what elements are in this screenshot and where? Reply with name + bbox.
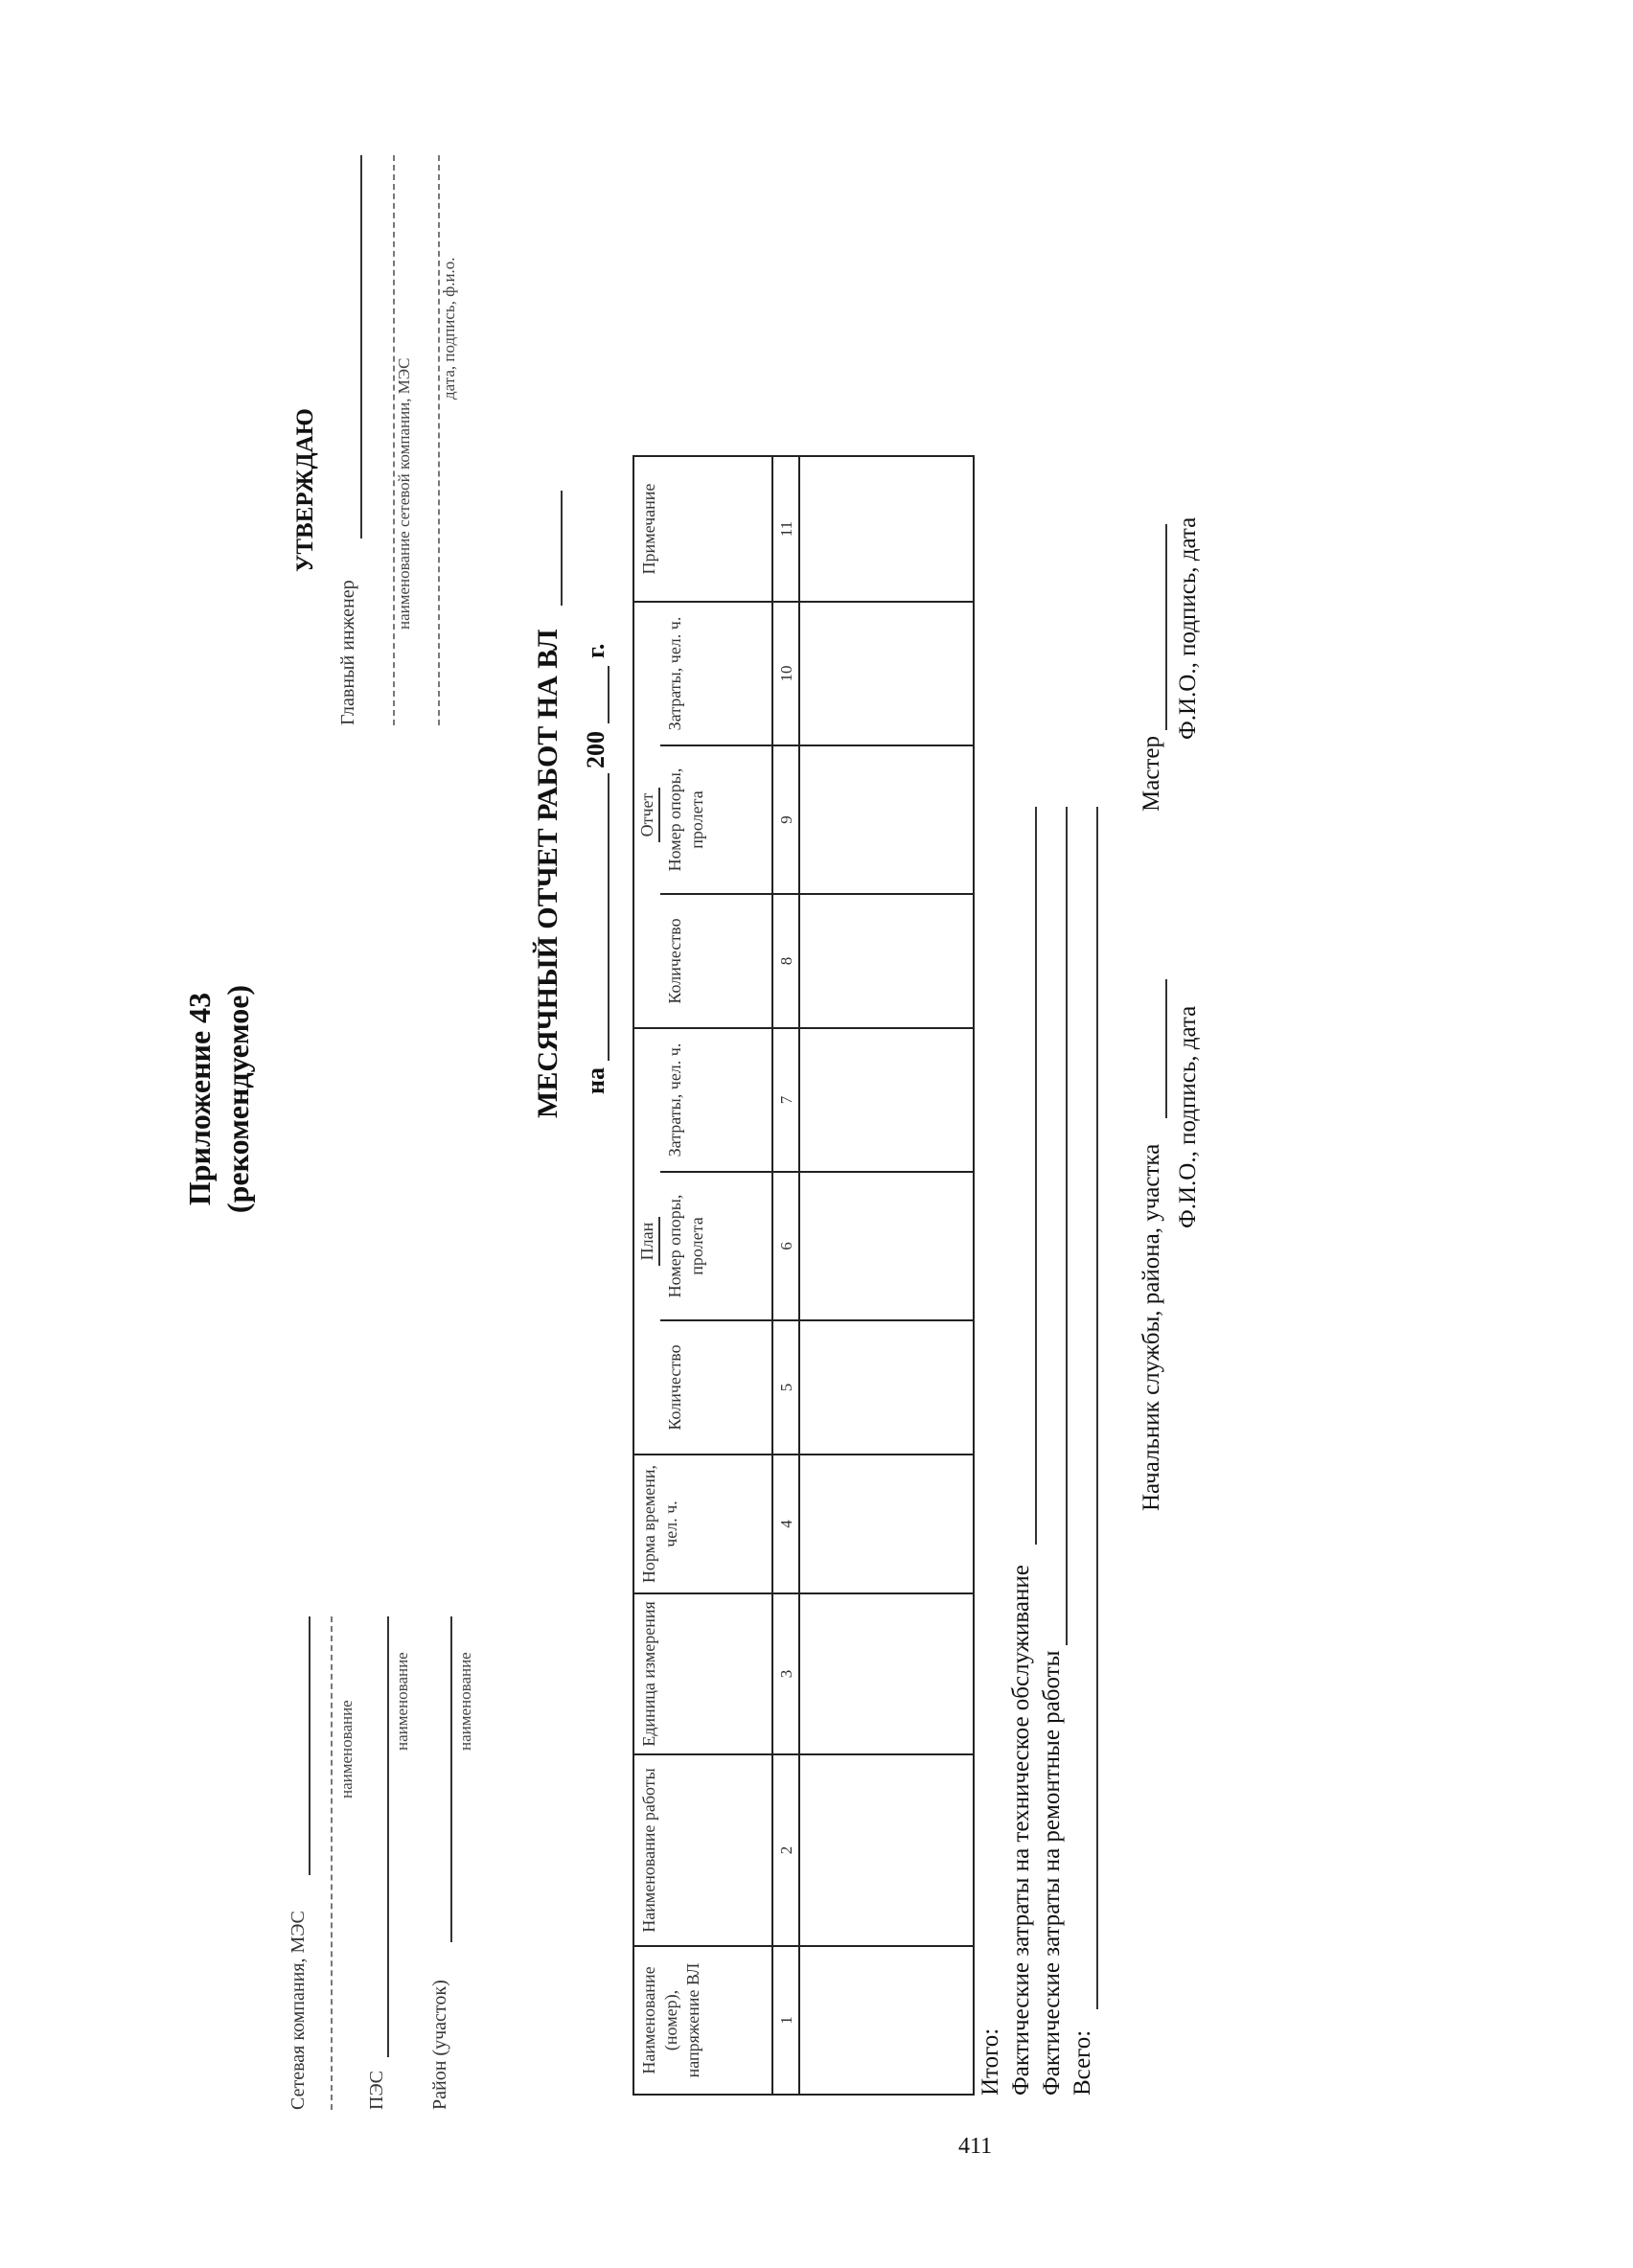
col-header-10: Затраты, чел. ч. [660, 602, 772, 745]
grand-total-label: Всего: [1070, 2029, 1095, 2096]
head-signature-caption: Ф.И.О., подпись, дата [1175, 1005, 1201, 1228]
year-prefix: 200 [582, 731, 610, 768]
approval-sign-line [438, 155, 440, 725]
table-cell [799, 1593, 974, 1754]
col-number-3: 3 [772, 1593, 799, 1754]
plan-group-label: План [636, 1217, 660, 1267]
table-cell [799, 1946, 974, 2095]
col-number-11: 11 [772, 456, 799, 602]
col-header-4: Норма времени, чел. ч. [633, 1455, 772, 1593]
column-number-row [772, 456, 799, 2095]
period-line [608, 773, 610, 1061]
master-signature-caption: Ф.И.О., подпись, дата [1175, 516, 1201, 740]
appendix-note: (рекомендуемое) [220, 984, 255, 1214]
table-cell [799, 1455, 974, 1593]
maintenance-line [1035, 807, 1037, 1545]
table-cell [799, 1754, 974, 1946]
col-header-3: Единица измерения [633, 1593, 772, 1754]
master-signature-line [1165, 524, 1167, 730]
col-header-2: Наименование работы [633, 1754, 772, 1946]
col-number-9: 9 [772, 745, 799, 894]
col-header-5: Количество [660, 1320, 772, 1455]
fact-group-label: Отчет [636, 788, 660, 843]
head-signature-line [1165, 979, 1167, 1118]
plan-group-cell [633, 1028, 660, 1455]
repair-line [1066, 807, 1068, 1645]
col-number-2: 2 [772, 1754, 799, 1946]
col-header-11: Примечание [633, 456, 772, 602]
chief-engineer-line [360, 155, 362, 538]
table-cell [799, 1172, 974, 1320]
col-header-8: Количество [660, 894, 772, 1028]
col-number-6: 6 [772, 1172, 799, 1320]
table-body-row [799, 456, 974, 2095]
approval-company-caption: наименование сетевой компании, МЭС [395, 357, 413, 630]
appendix-heading [180, 898, 257, 1300]
appendix-title: Приложение 43 [182, 992, 217, 1206]
total-label: Итого: [978, 2027, 1003, 2096]
approval-sign-caption: дата, подпись, ф.и.о. [440, 257, 458, 400]
col-number-8: 8 [772, 894, 799, 1028]
period-prefix: на [582, 1067, 610, 1094]
company-caption: наименование [337, 1700, 356, 1798]
master-signature-label: Мастер [1138, 736, 1164, 812]
grand-total-line [1096, 807, 1098, 2009]
col-number-10: 10 [772, 602, 799, 745]
work-report-table [632, 455, 975, 2096]
head-signature-label: Начальник службы, района, участка [1138, 1143, 1164, 1511]
table-cell [799, 456, 974, 602]
chief-engineer-label: Главный инженер [337, 580, 358, 725]
page-number: 411 [958, 2134, 993, 2159]
col-number-5: 5 [772, 1320, 799, 1455]
company-label: Сетевая компания, МЭС [288, 1911, 309, 2110]
col-number-4: 4 [772, 1455, 799, 1593]
fact-group-cell [633, 602, 660, 1028]
col-header-1: Наименование (номер), напряжение ВЛ [633, 1946, 772, 2095]
report-title-line [561, 491, 563, 606]
table-cell [799, 894, 974, 1028]
col-header-6: Номер опоры, пролета [660, 1172, 772, 1320]
table-cell [799, 745, 974, 894]
pes-caption: наименование [393, 1652, 411, 1751]
year-suffix: г. [582, 643, 610, 658]
col-number-1: 1 [772, 1946, 799, 2095]
col-number-7: 7 [772, 1028, 799, 1172]
pes-label: ПЭС [366, 2071, 387, 2110]
table-cell [799, 1028, 974, 1172]
repair-label: Фактические затраты на ремонтные работы [1039, 1650, 1065, 2096]
year-line [608, 666, 610, 723]
pes-field-line [387, 1616, 389, 2057]
col-header-7: Затраты, чел. ч. [660, 1028, 772, 1172]
report-title: МЕСЯЧНЫЙ ОТЧЕТ РАБОТ НА ВЛ [532, 629, 564, 1118]
table-cell [799, 1320, 974, 1455]
district-caption: наименование [456, 1652, 474, 1751]
table-cell [799, 602, 974, 745]
company-field-line [309, 1616, 310, 1875]
maintenance-label: Фактические затраты на техническое обслуживание [1008, 1565, 1034, 2096]
table-header-row [633, 456, 660, 2095]
district-label: Район (участок) [429, 1980, 450, 2110]
col-header-9: Номер опоры, пролета [660, 745, 772, 894]
district-field-line [450, 1616, 452, 1942]
company-dash [331, 1616, 333, 2110]
approval-label: УТВЕРЖДАЮ [292, 408, 318, 572]
